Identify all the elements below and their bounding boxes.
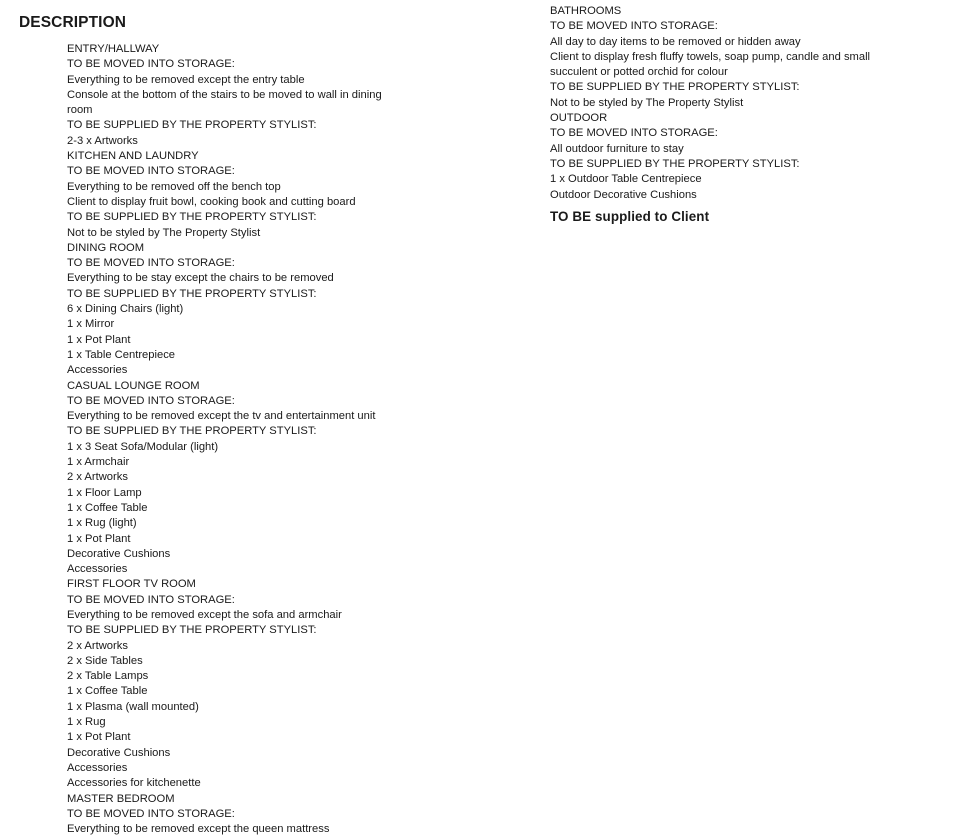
description-line: 1 x Rug (67, 716, 106, 729)
description-line: All day to day items to be removed or hidden away (550, 35, 801, 48)
description-line: Console at the bottom of the stairs to be moved to wall in dining (67, 88, 382, 101)
description-line: room (67, 104, 93, 117)
description-line: 6 x Dining Chairs (light) (67, 303, 184, 316)
description-line: Accessories for kitchenette (67, 777, 201, 790)
description-line: TO BE MOVED INTO STORAGE: (67, 394, 235, 407)
description-line: 2 x Artworks (67, 471, 128, 484)
description-line: Not to be styled by The Property Stylist (550, 96, 744, 109)
right-description-column (550, 4, 950, 203)
description-line: Decorative Cushions (67, 746, 171, 759)
page-heading: DESCRIPTION (19, 14, 127, 31)
description-line: 1 x 3 Seat Sofa/Modular (light) (67, 440, 219, 453)
description-line: TO BE MOVED INTO STORAGE: (67, 593, 235, 606)
description-line: Decorative Cushions (67, 547, 171, 560)
description-line: Not to be styled by The Property Stylist (67, 226, 261, 239)
description-line: 1 x Table Centrepiece (67, 348, 176, 361)
description-line: TO BE SUPPLIED BY THE PROPERTY STYLIST: (67, 287, 317, 300)
description-line: TO BE MOVED INTO STORAGE: (67, 165, 235, 178)
description-line: Client to display fresh fluffy towels, soap pump, candle and small (550, 50, 871, 63)
description-line: Accessories (67, 563, 128, 576)
description-line: 2 x Table Lamps (67, 670, 149, 683)
description-line: 1 x Plasma (wall mounted) (67, 700, 199, 713)
description-line: TO BE MOVED INTO STORAGE: (67, 257, 235, 270)
description-line: 1 x Coffee Table (67, 685, 148, 698)
description-line: succulent or potted orchid for colour (550, 66, 728, 79)
description-line: All outdoor furniture to stay (550, 142, 684, 155)
description-line: BATHROOMS (550, 5, 622, 17)
description-line: TO BE SUPPLIED BY THE PROPERTY STYLIST: (550, 81, 800, 94)
description-line: MASTER BEDROOM (67, 792, 175, 805)
description-line: TO BE SUPPLIED BY THE PROPERTY STYLIST: (67, 211, 317, 224)
description-line: Outdoor Decorative Cushions (550, 188, 697, 201)
description-line: 1 x Pot Plant (67, 731, 131, 744)
description-line: FIRST FLOOR TV ROOM (67, 578, 196, 591)
description-line: TO BE MOVED INTO STORAGE: (67, 807, 235, 820)
description-line: Everything to be removed except the sofa and armchair (67, 608, 342, 621)
description-line: KITCHEN AND LAUNDRY (67, 150, 199, 163)
description-line: Everything to be removed except the entry table (67, 73, 305, 86)
description-line: 1 x Armchair (67, 456, 130, 469)
description-line: Everything to be stay except the chairs to be removed (67, 272, 334, 285)
description-line: Accessories (67, 364, 128, 377)
description-line: TO BE MOVED INTO STORAGE: (550, 127, 718, 140)
description-line: TO BE SUPPLIED BY THE PROPERTY STYLIST: (67, 119, 317, 132)
description-line: TO BE SUPPLIED BY THE PROPERTY STYLIST: (550, 157, 800, 170)
description-line: 2 x Artworks (67, 639, 128, 652)
description-line: 1 x Floor Lamp (67, 486, 142, 499)
description-line: Client to display fruit bowl, cooking book and cutting board (67, 195, 356, 208)
description-line: 2-3 x Artworks (67, 134, 138, 147)
description-line: ENTRY/HALLWAY (67, 43, 160, 55)
client-note: TO BE supplied to Client (550, 209, 710, 224)
description-line: CASUAL LOUNGE ROOM (67, 379, 200, 392)
description-line: 1 x Pot Plant (67, 532, 131, 545)
description-line: TO BE SUPPLIED BY THE PROPERTY STYLIST: (67, 425, 317, 438)
description-line: Everything to be removed off the bench top (67, 180, 281, 193)
description-line: Everything to be removed except the queen mattress (67, 823, 330, 836)
description-line: TO BE MOVED INTO STORAGE: (550, 20, 718, 33)
description-line: 1 x Coffee Table (67, 501, 148, 514)
description-line: TO BE SUPPLIED BY THE PROPERTY STYLIST: (67, 624, 317, 637)
description-line: DINING ROOM (67, 241, 145, 254)
left-description-column (67, 42, 407, 837)
description-line: 1 x Pot Plant (67, 333, 131, 346)
description-line: OUTDOOR (550, 112, 608, 125)
description-line: 1 x Outdoor Table Centrepiece (550, 173, 702, 186)
description-line: 2 x Side Tables (67, 654, 143, 667)
description-line: TO BE MOVED INTO STORAGE: (67, 58, 235, 71)
description-line: Everything to be removed except the tv and entertainment unit (67, 410, 376, 423)
description-line: 1 x Mirror (67, 318, 115, 331)
description-line: 1 x Rug (light) (67, 517, 137, 530)
description-line: Accessories (67, 761, 128, 774)
